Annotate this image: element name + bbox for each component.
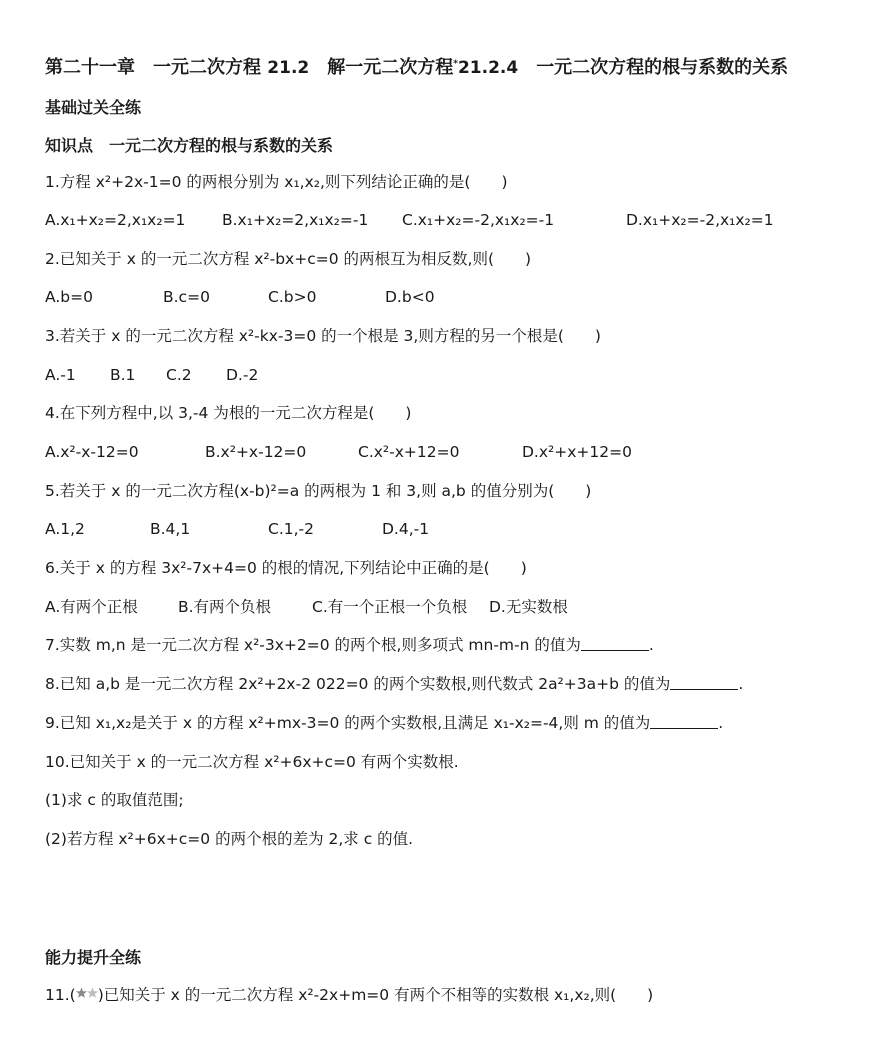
section-name: 解一元二次方程 — [327, 57, 454, 78]
question-10-part-2: (2)若方程 x²+6x+c=0 的两个根的差为 2,求 c 的值. — [45, 830, 414, 848]
q2-option-a: A.b=0 — [45, 288, 93, 306]
chapter-label: 第二十一章 — [45, 57, 135, 78]
q1-option-a: A.x₁+x₂=2,x₁x₂=1 — [45, 211, 186, 229]
question-7 — [45, 635, 654, 655]
q3-option-d: D.-2 — [226, 366, 259, 384]
question-3: 3.若关于 x 的一元二次方程 x²-kx-3=0 的一个根是 3,则方程的另一个根是( ) — [45, 327, 601, 345]
q7-period: . — [648, 636, 654, 654]
q6-option-a: A.有两个正根 — [45, 598, 138, 616]
subsection-number: 21.2.4 — [457, 58, 519, 78]
topic-label: 一元二次方程 — [153, 57, 261, 78]
q11-number: 11.( — [45, 986, 76, 1004]
page-title — [45, 53, 788, 79]
q5-option-d: D.4,-1 — [382, 520, 430, 538]
question-1: 1.方程 x²+2x-1=0 的两根分别为 x₁,x₂,则下列结论正确的是( ) — [45, 173, 508, 191]
q3-option-b: B.1 — [110, 366, 136, 384]
question-2: 2.已知关于 x 的一元二次方程 x²-bx+c=0 的两根互为相反数,则( ) — [45, 250, 532, 268]
q7-answer-blank — [581, 636, 649, 651]
question-8 — [45, 674, 743, 694]
q3-option-c: C.2 — [166, 366, 192, 384]
section-ability-heading: 能力提升全练 — [45, 948, 142, 967]
section-basic-heading: 基础过关全练 — [45, 98, 142, 117]
question-10: 10.已知关于 x 的一元二次方程 x²+6x+c=0 有两个实数根. — [45, 753, 459, 771]
question-6: 6.关于 x 的方程 3x²-7x+4=0 的根的情况,下列结论中正确的是( ) — [45, 559, 527, 577]
knowledge-point-heading: 知识点 一元二次方程的根与系数的关系 — [45, 136, 334, 155]
question-5: 5.若关于 x 的一元二次方程(x-b)²=a 的两根为 1 和 3,则 a,b 的值分别为( ) — [45, 482, 592, 500]
two-stars-icon — [76, 987, 98, 1007]
q8-answer-blank — [670, 675, 738, 690]
q9-text: 9.已知 x₁,x₂是关于 x 的方程 x²+mx-3=0 的两个实数根,且满足 x₁-x₂=-4,则 m 的值为 — [45, 714, 651, 732]
q9-answer-blank — [650, 714, 718, 729]
q6-option-c: C.有一个正根一个负根 — [312, 598, 468, 616]
q6-option-d: D.无实数根 — [489, 598, 568, 616]
q1-option-b: B.x₁+x₂=2,x₁x₂=-1 — [222, 211, 369, 229]
q2-option-d: D.b<0 — [385, 288, 435, 306]
q7-text: 7.实数 m,n 是一元二次方程 x²-3x+2=0 的两个根,则多项式 mn-m-n 的值为 — [45, 636, 581, 654]
optional-star: * — [453, 59, 458, 69]
q4-option-d: D.x²+x+12=0 — [522, 443, 632, 461]
q9-period: . — [718, 714, 724, 732]
q4-option-c: C.x²-x+12=0 — [358, 443, 460, 461]
subsection-name: 一元二次方程的根与系数的关系 — [536, 57, 789, 78]
q8-text: 8.已知 a,b 是一元二次方程 2x²+2x-2 022=0 的两个实数根,则代数式 2a²+3a+b 的值为 — [45, 675, 671, 693]
q2-option-c: C.b>0 — [268, 288, 317, 306]
question-11 — [45, 985, 653, 1007]
section-number: 21.2 — [267, 58, 310, 78]
q5-option-c: C.1,-2 — [268, 520, 314, 538]
q4-option-a: A.x²-x-12=0 — [45, 443, 139, 461]
q3-option-a: A.-1 — [45, 366, 76, 384]
q8-period: . — [738, 675, 744, 693]
q5-option-b: B.4,1 — [150, 520, 191, 538]
q5-option-a: A.1,2 — [45, 520, 85, 538]
question-9 — [45, 713, 723, 733]
question-4: 4.在下列方程中,以 3,-4 为根的一元二次方程是( ) — [45, 404, 412, 422]
question-10-part-1: (1)求 c 的取值范围; — [45, 791, 184, 809]
q6-option-b: B.有两个负根 — [178, 598, 272, 616]
q1-option-c: C.x₁+x₂=-2,x₁x₂=-1 — [402, 211, 555, 229]
q11-text: )已知关于 x 的一元二次方程 x²-2x+m=0 有两个不相等的实数根 x₁,x₂,则( ) — [97, 986, 654, 1004]
q2-option-b: B.c=0 — [163, 288, 210, 306]
q1-option-d: D.x₁+x₂=-2,x₁x₂=1 — [626, 211, 774, 229]
q4-option-b: B.x²+x-12=0 — [205, 443, 307, 461]
